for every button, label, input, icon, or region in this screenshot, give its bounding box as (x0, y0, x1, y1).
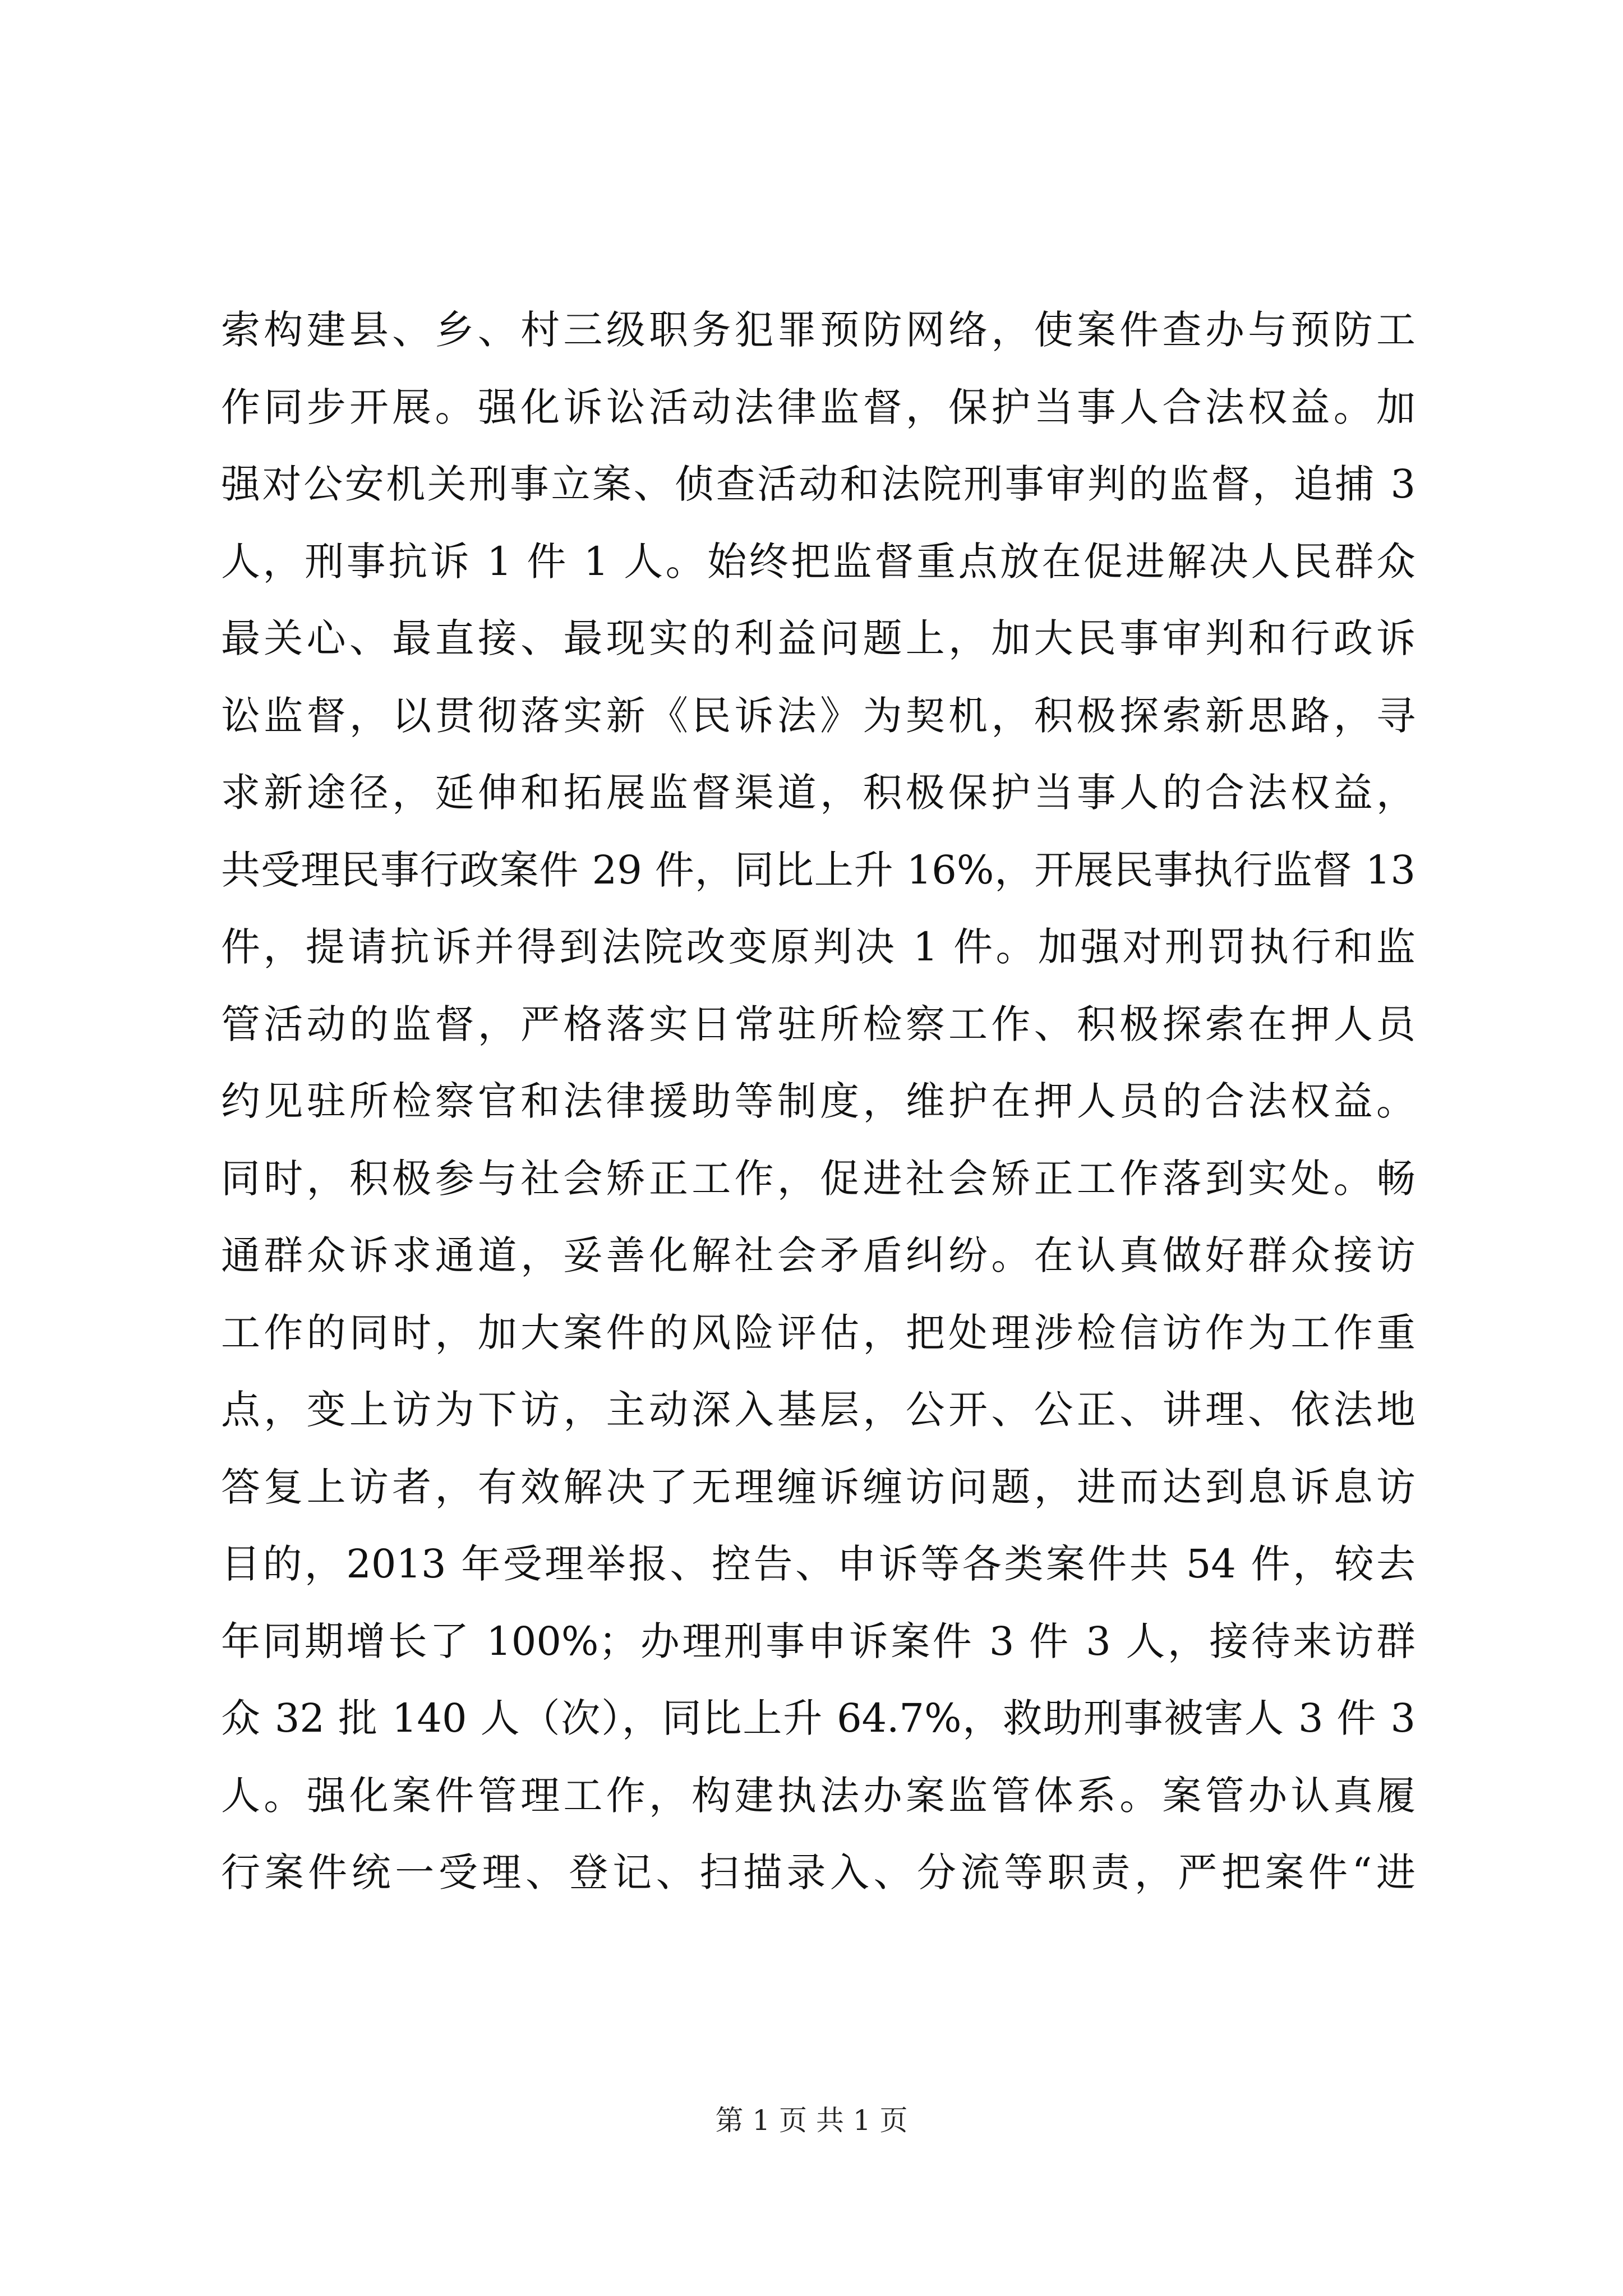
text-line: 管活动的监督，严格落实日常驻所检察工作、积极探索在押人员 (221, 1001, 1415, 1047)
text-line: 最关心、最直接、最现实的利益问题上，加大民事审判和行政诉 (221, 615, 1415, 661)
text-line: 通群众诉求通道，妥善化解社会矛盾纠纷。在认真做好群众接访 (221, 1232, 1415, 1278)
text-line: 人，刑事抗诉 1 件 1 人。始终把监督重点放在促进解决人民群众 (221, 538, 1415, 585)
text-line: 同时，积极参与社会矫正工作，促进社会矫正工作落到实处。畅 (221, 1155, 1415, 1202)
text-line: 作同步开展。强化诉讼活动法律监督，保护当事人合法权益。加 (221, 384, 1415, 430)
text-line: 约见驻所检察官和法律援助等制度，维护在押人员的合法权益。 (221, 1078, 1415, 1124)
text-line: 索构建县、乡、村三级职务犯罪预防网络，使案件查办与预防工 (221, 307, 1415, 353)
text-line: 人。强化案件管理工作，构建执法办案监管体系。案管办认真履 (221, 1772, 1415, 1819)
page-footer: 第 1 页 共 1 页 (715, 2104, 908, 2137)
text-line: 工作的同时，加大案件的风险评估，把处理涉检信访作为工作重 (221, 1309, 1415, 1356)
text-line: 讼监督，以贯彻落实新《民诉法》为契机，积极探索新思路，寻 (221, 692, 1415, 739)
text-line: 强对公安机关刑事立案、侦查活动和法院刑事审判的监督，追捕 3 (221, 461, 1415, 507)
text-line: 求新途径，延伸和拓展监督渠道，积极保护当事人的合法权益， (221, 770, 1415, 816)
body-text (221, 292, 1415, 1912)
text-line: 点，变上访为下访，主动深入基层，公开、公正、讲理、依法地 (221, 1387, 1415, 1433)
text-line: 行案件统一受理、登记、扫描录入、分流等职责，严把案件“进 (221, 1849, 1415, 1895)
text-line: 件，提请抗诉并得到法院改变原判决 1 件。加强对刑罚执行和监 (221, 924, 1415, 970)
text-line: 共受理民事行政案件 29 件，同比上升 16%，开展民事执行监督 13 (221, 846, 1415, 893)
text-line: 年同期增长了 100%；办理刑事申诉案件 3 件 3 人，接待来访群 (221, 1618, 1415, 1664)
text-line: 众 32 批 140 人（次），同比上升 64.7%，救助刑事被害人 3 件 3 (221, 1695, 1415, 1741)
text-line: 目的，2013 年受理举报、控告、申诉等各类案件共 54 件，较去 (221, 1541, 1415, 1587)
text-line: 答复上访者，有效解决了无理缠诉缠访问题，进而达到息诉息访 (221, 1464, 1415, 1510)
